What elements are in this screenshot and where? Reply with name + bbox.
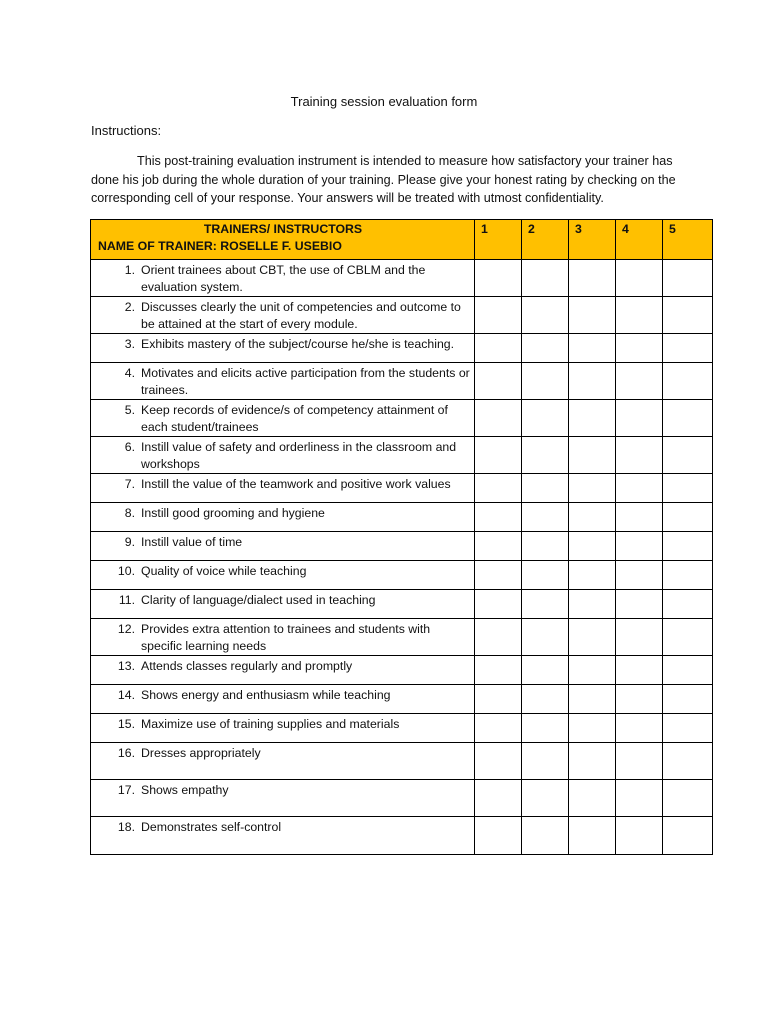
criterion-cell — [91, 714, 475, 743]
rating-cell-2[interactable] — [522, 297, 569, 334]
criterion-number: 11. — [118, 593, 135, 607]
rating-cell-2[interactable] — [522, 474, 569, 503]
rating-cell-5[interactable] — [663, 685, 713, 714]
criterion-number: 6. — [124, 440, 135, 454]
rating-cell-1[interactable] — [475, 363, 522, 400]
rating-cell-4[interactable] — [616, 619, 663, 656]
rating-cell-3[interactable] — [569, 561, 616, 590]
trainer-header-cell — [91, 220, 475, 260]
rating-cell-2[interactable] — [522, 656, 569, 685]
rating-cell-5[interactable] — [663, 260, 713, 297]
table-row — [91, 260, 713, 297]
rating-cell-2[interactable] — [522, 714, 569, 743]
criterion-cell — [91, 685, 475, 714]
rating-cell-3[interactable] — [569, 743, 616, 780]
table-row — [91, 561, 713, 590]
criterion-cell — [91, 656, 475, 685]
criterion-cell — [91, 561, 475, 590]
criterion-number: 9. — [124, 535, 135, 549]
rating-cell-1[interactable] — [475, 685, 522, 714]
criterion-number: 18. — [117, 820, 135, 834]
rating-cell-2[interactable] — [522, 334, 569, 363]
criterion-cell — [91, 743, 475, 780]
rating-cell-4[interactable] — [616, 297, 663, 334]
rating-cell-2[interactable] — [522, 817, 569, 855]
criterion-cell — [91, 363, 475, 400]
rating-cell-4[interactable] — [616, 743, 663, 780]
criterion-number: 3. — [124, 337, 135, 351]
table-row — [91, 363, 713, 400]
criterion-number: 17. — [117, 783, 135, 797]
rating-cell-2[interactable] — [522, 260, 569, 297]
table-row — [91, 297, 713, 334]
rating-cell-2[interactable] — [522, 619, 569, 656]
criterion-number: 7. — [124, 477, 135, 491]
rating-cell-5[interactable] — [663, 334, 713, 363]
rating-cell-4[interactable] — [616, 656, 663, 685]
rating-cell-3[interactable] — [569, 714, 616, 743]
rating-header-1: 1 — [475, 220, 522, 260]
table-row — [91, 532, 713, 561]
rating-cell-5[interactable] — [663, 437, 713, 474]
rating-cell-1[interactable] — [475, 334, 522, 363]
criterion-text: Clarity of language/dialect used in teaching — [141, 593, 376, 607]
rating-cell-3[interactable] — [569, 780, 616, 817]
trainers-instructors-heading: TRAINERS/ INSTRUCTORS — [203, 222, 363, 236]
criterion-cell — [91, 532, 475, 561]
criterion-text: Demonstrates self-control — [141, 820, 282, 834]
criterion-cell — [91, 590, 475, 619]
rating-cell-5[interactable] — [663, 532, 713, 561]
rating-cell-3[interactable] — [569, 297, 616, 334]
criterion-text: Quality of voice while teaching — [141, 564, 307, 578]
rating-cell-3[interactable] — [569, 590, 616, 619]
rating-cell-5[interactable] — [663, 503, 713, 532]
rating-cell-2[interactable] — [522, 400, 569, 437]
criterion-number: 5. — [124, 403, 135, 417]
rating-cell-3[interactable] — [569, 363, 616, 400]
table-row — [91, 474, 713, 503]
rating-cell-5[interactable] — [663, 743, 713, 780]
rating-cell-3[interactable] — [569, 474, 616, 503]
rating-cell-3[interactable] — [569, 400, 616, 437]
table-row — [91, 437, 713, 474]
rating-cell-1[interactable] — [475, 297, 522, 334]
table-row — [91, 685, 713, 714]
rating-cell-4[interactable] — [616, 780, 663, 817]
rating-cell-3[interactable] — [569, 685, 616, 714]
rating-cell-1[interactable] — [475, 437, 522, 474]
rating-cell-3[interactable] — [569, 817, 616, 855]
rating-header-2: 2 — [522, 220, 569, 260]
table-row — [91, 400, 713, 437]
rating-cell-4[interactable] — [616, 260, 663, 297]
rating-header-4: 4 — [616, 220, 663, 260]
rating-cell-3[interactable] — [569, 619, 616, 656]
table-row — [91, 656, 713, 685]
criterion-number: 13. — [117, 659, 135, 673]
criterion-number: 4. — [124, 366, 135, 380]
rating-cell-4[interactable] — [616, 334, 663, 363]
rating-cell-2[interactable] — [522, 437, 569, 474]
rating-cell-1[interactable] — [475, 590, 522, 619]
criterion-cell — [91, 817, 475, 855]
rating-cell-5[interactable] — [663, 817, 713, 855]
criterion-number: 16. — [117, 746, 135, 760]
rating-cell-1[interactable] — [475, 532, 522, 561]
evaluation-table — [90, 219, 713, 855]
criterion-text: Maximize use of training supplies and materials — [141, 717, 400, 731]
rating-cell-4[interactable] — [616, 590, 663, 619]
criterion-number: 8. — [124, 506, 135, 520]
rating-cell-5[interactable] — [663, 561, 713, 590]
rating-cell-3[interactable] — [569, 532, 616, 561]
criterion-text: Shows empathy — [141, 783, 229, 797]
table-row — [91, 714, 713, 743]
rating-cell-1[interactable] — [475, 503, 522, 532]
rating-cell-1[interactable] — [475, 656, 522, 685]
rating-cell-3[interactable] — [569, 437, 616, 474]
rating-cell-1[interactable] — [475, 260, 522, 297]
rating-header-3: 3 — [569, 220, 616, 260]
criterion-cell — [91, 297, 475, 334]
criterion-cell — [91, 260, 475, 297]
criterion-text: Motivates and elicits active participation from the students or trainees. — [141, 366, 470, 397]
criterion-text: Exhibits mastery of the subject/course he/she is teaching. — [141, 337, 455, 351]
criterion-text: Discusses clearly the unit of competencies and outcome to be attained at the start of every module. — [141, 300, 461, 331]
rating-cell-4[interactable] — [616, 714, 663, 743]
rating-cell-4[interactable] — [616, 685, 663, 714]
rating-cell-2[interactable] — [522, 685, 569, 714]
rating-cell-1[interactable] — [475, 619, 522, 656]
rating-cell-4[interactable] — [616, 503, 663, 532]
criterion-text: Instill value of time — [141, 535, 243, 549]
criterion-cell — [91, 474, 475, 503]
rating-cell-4[interactable] — [616, 437, 663, 474]
rating-cell-4[interactable] — [616, 532, 663, 561]
criterion-number: 2. — [124, 300, 135, 314]
rating-cell-3[interactable] — [569, 260, 616, 297]
criterion-number: 15. — [117, 717, 135, 731]
criterion-number: 14. — [117, 688, 135, 702]
rating-cell-3[interactable] — [569, 334, 616, 363]
criterion-number: 10. — [117, 564, 135, 578]
table-row — [91, 503, 713, 532]
rating-cell-1[interactable] — [475, 714, 522, 743]
criterion-number: 1. — [124, 263, 135, 277]
criterion-text: Orient trainees about CBT, the use of CBLM and the evaluation system. — [141, 263, 426, 294]
instructions-label: Instructions: — [91, 123, 162, 138]
rating-cell-2[interactable] — [522, 590, 569, 619]
criterion-cell — [91, 334, 475, 363]
rating-cell-5[interactable] — [663, 400, 713, 437]
rating-cell-1[interactable] — [475, 817, 522, 855]
rating-cell-1[interactable] — [475, 474, 522, 503]
table-header-row — [91, 220, 713, 260]
rating-cell-1[interactable] — [475, 780, 522, 817]
table-row — [91, 619, 713, 656]
rating-cell-4[interactable] — [616, 400, 663, 437]
table-row — [91, 817, 713, 855]
instructions-paragraph: This post-training evaluation instrument is intended to measure how satisfactory your trainer has done his job during the whole duration of your training. Please give your honest rating by checking on the corresponding cell of your response. Your answers will be treated with utmost confidentiality. — [91, 154, 676, 205]
criterion-text: Instill good grooming and hygiene — [141, 506, 325, 520]
criterion-cell — [91, 619, 475, 656]
rating-cell-3[interactable] — [569, 503, 616, 532]
rating-cell-5[interactable] — [663, 780, 713, 817]
criterion-number: 12. — [117, 622, 135, 636]
rating-cell-2[interactable] — [522, 503, 569, 532]
form-title: Training session evaluation form — [290, 94, 478, 109]
criterion-text: Shows energy and enthusiasm while teaching — [141, 688, 391, 702]
rating-cell-4[interactable] — [616, 817, 663, 855]
criterion-cell — [91, 780, 475, 817]
criterion-cell — [91, 400, 475, 437]
rating-cell-1[interactable] — [475, 743, 522, 780]
table-row — [91, 743, 713, 780]
criterion-text: Instill the value of the teamwork and positive work values — [141, 477, 451, 491]
rating-cell-4[interactable] — [616, 363, 663, 400]
rating-cell-2[interactable] — [522, 780, 569, 817]
trainer-name: NAME OF TRAINER: ROSELLE F. USEBIO — [98, 239, 342, 253]
rating-cell-2[interactable] — [522, 561, 569, 590]
rating-cell-4[interactable] — [616, 561, 663, 590]
table-row — [91, 780, 713, 817]
criteria-list — [91, 260, 713, 855]
criterion-cell — [91, 437, 475, 474]
rating-header-5: 5 — [663, 220, 713, 260]
criterion-text: Dresses appropriately — [141, 746, 261, 760]
rating-cell-5[interactable] — [663, 474, 713, 503]
rating-cell-2[interactable] — [522, 743, 569, 780]
rating-cell-5[interactable] — [663, 363, 713, 400]
rating-cell-5[interactable] — [663, 714, 713, 743]
criterion-text: Attends classes regularly and promptly — [141, 659, 353, 673]
rating-cell-3[interactable] — [569, 656, 616, 685]
criterion-cell — [91, 503, 475, 532]
rating-cell-2[interactable] — [522, 363, 569, 400]
table-row — [91, 334, 713, 363]
rating-cell-4[interactable] — [616, 474, 663, 503]
rating-cell-2[interactable] — [522, 532, 569, 561]
rating-cell-5[interactable] — [663, 619, 713, 656]
rating-cell-1[interactable] — [475, 400, 522, 437]
rating-cell-5[interactable] — [663, 590, 713, 619]
rating-cell-1[interactable] — [475, 561, 522, 590]
criterion-text: Instill value of safety and orderliness in the classroom and workshops — [141, 440, 457, 471]
table-row — [91, 590, 713, 619]
criterion-text: Provides extra attention to trainees and students with specific learning needs — [141, 622, 431, 653]
rating-cell-5[interactable] — [663, 297, 713, 334]
criterion-text: Keep records of evidence/s of competency attainment of each student/trainees — [141, 403, 448, 434]
rating-cell-5[interactable] — [663, 656, 713, 685]
